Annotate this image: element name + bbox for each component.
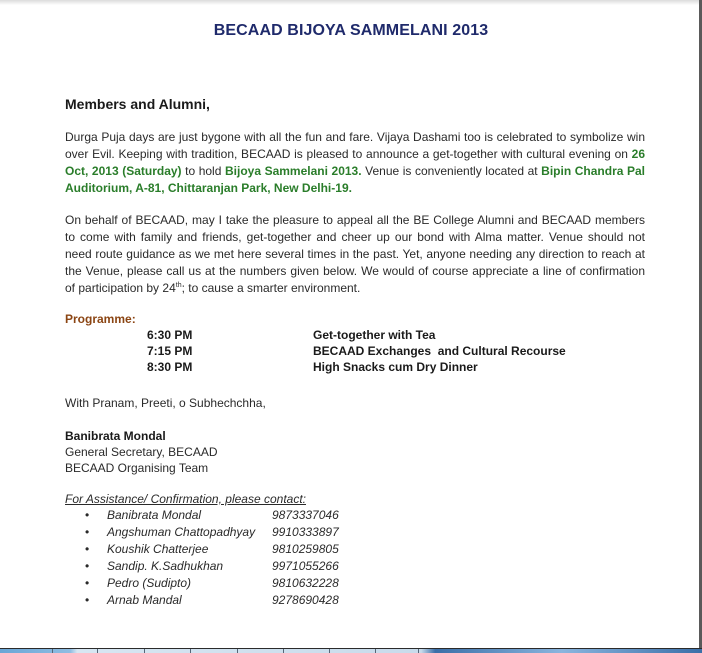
contacts-heading: For Assistance/ Confirmation, please contact: [65,492,306,506]
bullet-icon: • [85,542,90,556]
programme-label: Programme: [65,312,136,326]
contact-phone: 9910333897 [272,525,339,539]
intro-text-3: Venue is conveniently located at [361,164,542,178]
bullet-icon: • [85,576,90,590]
taskbar-button-divider [97,649,98,653]
taskbar-strip [0,648,702,653]
taskbar-button-divider [237,649,238,653]
event-venue: Bipin Chandra Pal Auditorium, A-81, Chittaranjan Park, New Delhi-19. [65,164,646,195]
bullet-icon: • [85,559,90,573]
bullet-icon: • [85,593,90,607]
bullet-icon: • [85,525,90,539]
contact-phone: 9873337046 [272,508,339,522]
ordinal-suffix: th [175,282,182,289]
document-title: BECAAD BIJOYA SAMMELANI 2013 [213,22,489,39]
closing-greeting: With Pranam, Preeti, o Subhechchha, [65,396,266,410]
signer-team: BECAAD Organising Team [65,461,209,475]
taskbar-button-divider [283,649,284,653]
contact-phone: 9810632228 [272,576,339,590]
programme-time: 7:15 PM [147,344,193,358]
programme-event: BECAAD Exchanges and Cultural Recourse [313,344,566,358]
contact-phone: 9971055266 [272,559,339,573]
programme-time: 6:30 PM [147,328,193,342]
taskbar-button-divider [329,649,330,653]
signature-block [65,428,218,476]
contact-phone: 9810259805 [272,542,339,556]
contact-name: Angshuman Chattopadhyay [107,525,256,539]
contact-name: Koushik Chatterjee [107,542,209,556]
programme-item [147,328,607,344]
programme-item [147,344,607,360]
programme-event: High Snacks cum Dry Dinner [313,360,478,374]
contact-name: Arnab Mandal [107,593,182,607]
contact-name: Pedro (Sudipto) [107,576,192,590]
taskbar-button-divider [190,649,191,653]
event-name: Bijoya Sammelani 2013. [224,164,362,178]
appeal-text-2: ; to cause a smarter environment. [181,281,361,295]
contact-item [85,542,385,558]
taskbar-button-divider [52,649,53,653]
signer-name: Banibrata Mondal [65,429,166,443]
taskbar-button-divider [375,649,376,653]
intro-paragraph [65,129,645,197]
intro-text-2: to hold [181,164,225,178]
top-shadow [0,0,702,5]
contact-item [85,559,385,575]
appeal-text-1: On behalf of BECAAD, may I take the pleasure to appeal all the BE College Alumni and BECAAD members to come with family and friends, get-together and cheer up our bond with Alma matter. Venue should not need route guidance as we met here several times in the past. Yet, anyone needing any direction to reach at the Venue, please call us at the numbers given below. We would of course appreciate a line of confirmation of participation by 24 [65,213,645,295]
programme-time: 8:30 PM [147,360,193,374]
appeal-paragraph [65,212,645,297]
programme-event: Get-together with Tea [313,328,436,342]
taskbar-button-divider [144,649,145,653]
intro-text-1: Durga Puja days are just bygone with all the fun and fare. Vijaya Dashami too is celebrated to symbolize win over Evil. Keeping with tradition, BECAAD is pleased to announce a get-together with cultural evening on [65,130,645,161]
contact-name: Banibrata Mondal [107,508,202,522]
contact-item [85,593,385,609]
salutation: Members and Alumni, [65,96,210,112]
contact-name: Sandip. K.Sadhukhan [107,559,224,573]
contact-item [85,508,385,524]
event-date: 26 Oct, 2013 (Saturday) [65,147,645,178]
taskbar-button-divider [418,649,419,653]
bullet-icon: • [85,508,90,522]
programme-item [147,360,607,376]
signer-role: General Secretary, BECAAD [65,445,218,459]
contact-item [85,525,385,541]
contact-phone: 9278690428 [272,593,339,607]
contact-item [85,576,385,592]
